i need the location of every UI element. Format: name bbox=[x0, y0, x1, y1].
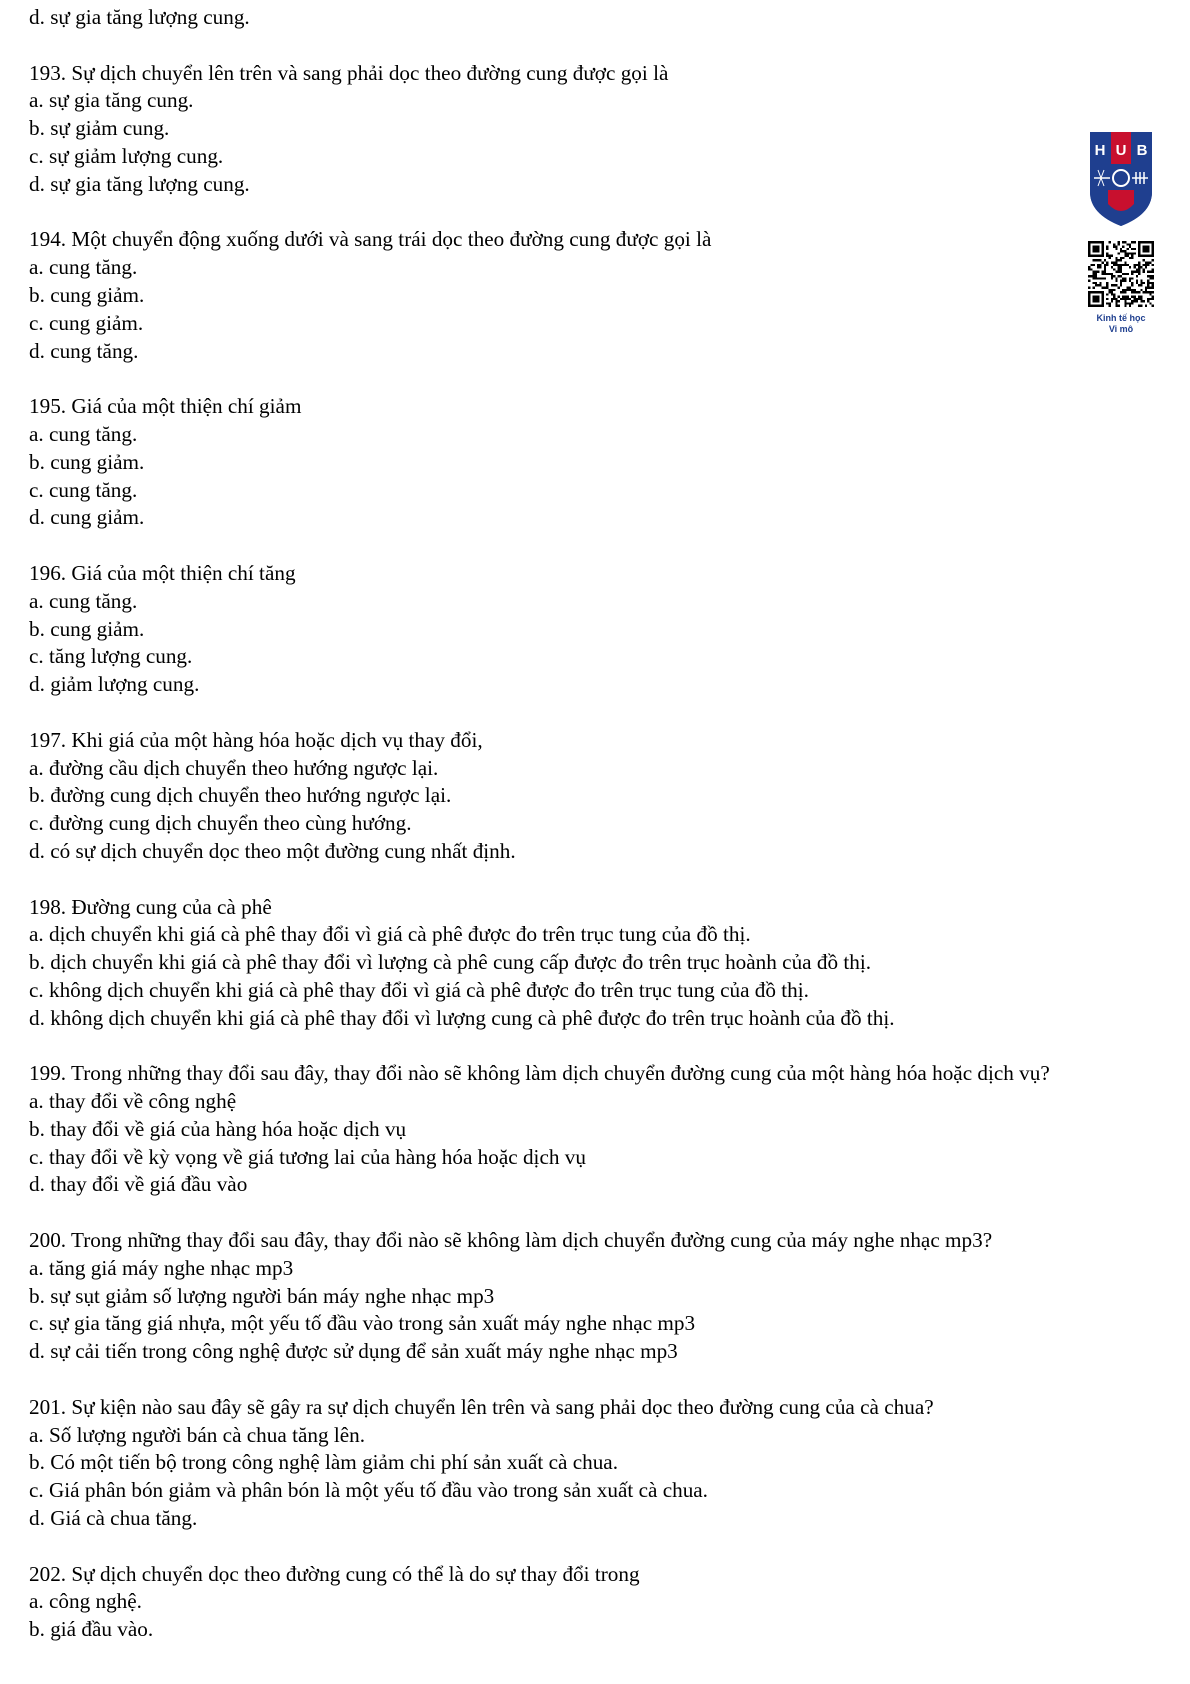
answer-option: a. thay đổi về công nghệ bbox=[29, 1089, 237, 1114]
question-block-q193 bbox=[29, 60, 1154, 199]
answer-option: b. dịch chuyển khi giá cà phê thay đổi vì lượng cà phê cung cấp được đo trên trục hoành của đồ thị. bbox=[29, 950, 872, 975]
answer-option: c. không dịch chuyển khi giá cà phê thay đổi vì giá cà phê được đo trên trục tung của đồ thị. bbox=[29, 977, 809, 1002]
question-stem: 201. Sự kiện nào sau đây sẽ gây ra sự dịch chuyển lên trên và sang phải dọc theo đường cung của cà chua? bbox=[29, 1394, 934, 1419]
question-stem: 193. Sự dịch chuyển lên trên và sang phải dọc theo đường cung được gọi là bbox=[29, 60, 669, 85]
question-stem: 200. Trong những thay đổi sau đây, thay đổi nào sẽ không làm dịch chuyển đường cung của máy nghe nhạc mp3? bbox=[29, 1228, 993, 1253]
question-block-q197 bbox=[29, 727, 1154, 866]
question-block-q200 bbox=[29, 1227, 1154, 1366]
answer-option: b. Có một tiến bộ trong công nghệ làm giảm chi phí sản xuất cà chua. bbox=[29, 1450, 618, 1475]
question-stem: 199. Trong những thay đổi sau đây, thay đổi nào sẽ không làm dịch chuyển đường cung của một hàng hóa hoặc dịch vụ? bbox=[29, 1061, 1050, 1086]
hub-logo-icon bbox=[1088, 130, 1154, 228]
answer-option: a. dịch chuyển khi giá cà phê thay đổi vì giá cà phê được đo trên trục tung của đồ thị. bbox=[29, 922, 751, 947]
question-stem: 202. Sự dịch chuyển dọc theo đường cung có thể là do sự thay đổi trong bbox=[29, 1561, 640, 1586]
question-block-q199 bbox=[29, 1060, 1154, 1199]
answer-option: d. sự cải tiến trong công nghệ được sử dụng để sản xuất máy nghe nhạc mp3 bbox=[29, 1339, 678, 1364]
answer-option: a. cung tăng. bbox=[29, 588, 138, 613]
answer-option: d. cung giảm. bbox=[29, 505, 145, 530]
question-block-q201 bbox=[29, 1394, 1154, 1533]
answer-option: d. sự gia tăng lượng cung. bbox=[29, 5, 250, 29]
answer-option: c. tăng lượng cung. bbox=[29, 644, 193, 669]
answer-option: a. công nghệ. bbox=[29, 1589, 142, 1614]
logo-letter-u: U bbox=[1115, 142, 1127, 159]
answer-option: c. đường cung dịch chuyển theo cùng hướng. bbox=[29, 811, 412, 836]
qr-code-icon bbox=[1088, 241, 1154, 307]
answer-option: c. Giá phân bón giảm và phân bón là một yếu tố đầu vào trong sản xuất cà chua. bbox=[29, 1478, 708, 1503]
question-block-q202 bbox=[29, 1561, 1154, 1644]
question-block-q196 bbox=[29, 560, 1154, 699]
question-block-q195 bbox=[29, 393, 1154, 532]
answer-option: c. cung tăng. bbox=[29, 477, 138, 502]
brand-label bbox=[1085, 313, 1157, 335]
answer-option: b. sự giảm cung. bbox=[29, 116, 170, 141]
document-body bbox=[29, 4, 1154, 1672]
answer-option: b. thay đổi về giá của hàng hóa hoặc dịch vụ bbox=[29, 1116, 407, 1141]
answer-option: d. thay đổi về giá đầu vào bbox=[29, 1172, 248, 1197]
answer-option: d. có sự dịch chuyển dọc theo một đường cung nhất định. bbox=[29, 838, 516, 863]
question-block-q192-tail bbox=[29, 4, 1154, 32]
answer-option: b. giá đầu vào. bbox=[29, 1617, 154, 1642]
question-stem: 197. Khi giá của một hàng hóa hoặc dịch vụ thay đổi, bbox=[29, 727, 483, 752]
question-stem: 195. Giá của một thiện chí giảm bbox=[29, 394, 302, 419]
question-stem: 196. Giá của một thiện chí tăng bbox=[29, 560, 296, 585]
answer-option: c. thay đổi về kỳ vọng về giá tương lai của hàng hóa hoặc dịch vụ bbox=[29, 1144, 586, 1169]
answer-option: d. không dịch chuyển khi giá cà phê thay đổi vì lượng cung cà phê được đo trên trục hoành của đồ thị. bbox=[29, 1005, 895, 1030]
question-stem: 194. Một chuyển động xuống dưới và sang trái dọc theo đường cung được gọi là bbox=[29, 227, 712, 252]
answer-option: a. Số lượng người bán cà chua tăng lên. bbox=[29, 1422, 366, 1447]
answer-option: d. cung tăng. bbox=[29, 338, 139, 363]
answer-option: d. sự gia tăng lượng cung. bbox=[29, 171, 250, 196]
answer-option: c. cung giảm. bbox=[29, 310, 144, 335]
answer-option: a. cung tăng. bbox=[29, 421, 138, 446]
logo-letter-h: H bbox=[1094, 142, 1106, 159]
question-block-q194 bbox=[29, 226, 1154, 365]
brand-label-line2: Vi mô bbox=[1108, 324, 1134, 334]
question-stem: 198. Đường cung của cà phê bbox=[29, 894, 272, 919]
answer-option: a. sự gia tăng cung. bbox=[29, 88, 194, 113]
logo-letter-b: B bbox=[1136, 142, 1148, 159]
answer-option: c. sự giảm lượng cung. bbox=[29, 143, 224, 168]
answer-option: b. cung giảm. bbox=[29, 282, 145, 307]
question-block-q198 bbox=[29, 894, 1154, 1033]
answer-option: d. Giá cà chua tăng. bbox=[29, 1506, 198, 1531]
answer-option: b. sự sụt giảm số lượng người bán máy nghe nhạc mp3 bbox=[29, 1283, 495, 1308]
answer-option: c. sự gia tăng giá nhựa, một yếu tố đầu vào trong sản xuất máy nghe nhạc mp3 bbox=[29, 1311, 696, 1336]
hub-branding bbox=[1085, 130, 1157, 335]
answer-option: d. giảm lượng cung. bbox=[29, 672, 200, 697]
answer-option: a. đường cầu dịch chuyển theo hướng ngược lại. bbox=[29, 755, 439, 780]
answer-option: b. cung giảm. bbox=[29, 449, 145, 474]
answer-option: a. cung tăng. bbox=[29, 255, 138, 280]
brand-label-line1: Kinh tế học bbox=[1096, 313, 1146, 323]
answer-option: b. đường cung dịch chuyển theo hướng ngược lại. bbox=[29, 783, 452, 808]
answer-option: b. cung giảm. bbox=[29, 616, 145, 641]
answer-option: a. tăng giá máy nghe nhạc mp3 bbox=[29, 1255, 294, 1280]
